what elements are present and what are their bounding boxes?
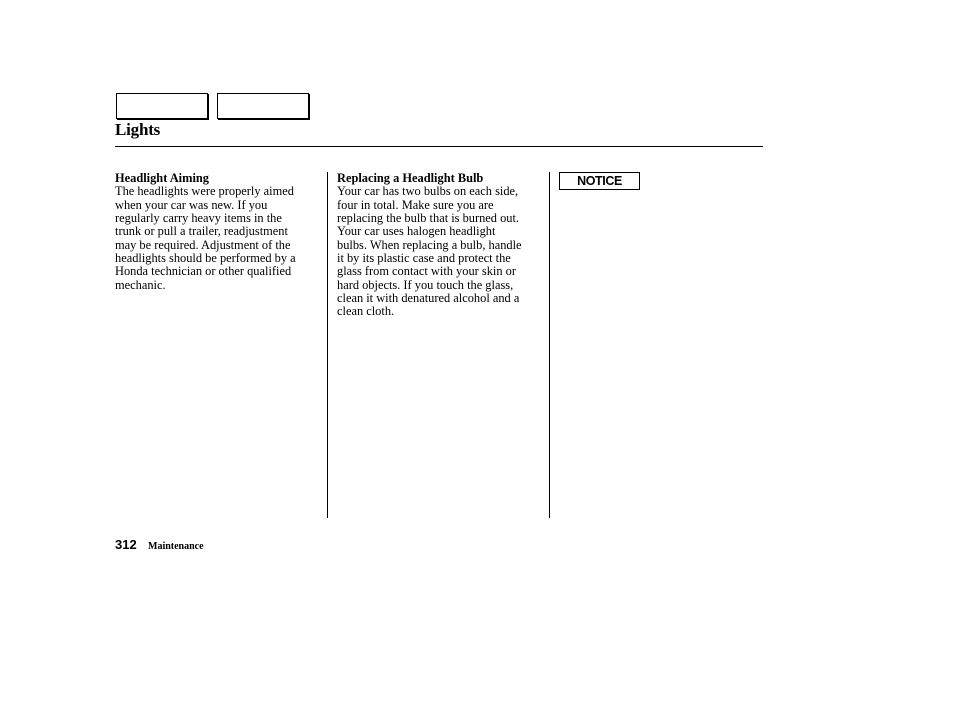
section-body: The headlights were properly aimed when your car was new. If you regularly carry heavy items in the trunk or pull a trailer, readjustment may be required. Adjustment of the headlights should be performed by a Honda technician or other qualified mechanic. — [115, 184, 296, 292]
page-number: 312 — [115, 537, 137, 552]
column-headlight-aiming — [115, 172, 320, 292]
nav-button-next[interactable] — [217, 93, 309, 119]
section-body: Your car has two bulbs on each side, four in total. Make sure you are replacing the bulb that is burned out. Your car uses halogen headlight bulbs. When replacing a bulb, handle it by its plastic case and protect the glass from contact with your skin or hard objects. If you touch the glass, clean it with denatured alcohol and a clean cloth. — [337, 184, 522, 319]
page-title: Lights — [115, 120, 161, 139]
nav-button-previous[interactable] — [116, 93, 208, 119]
footer-section-name: Maintenance — [148, 541, 204, 552]
notice-label: NOTICE — [559, 172, 640, 190]
section-heading: Headlight Aiming — [115, 171, 209, 185]
section-heading: Replacing a Headlight Bulb — [337, 171, 484, 185]
column-divider — [327, 172, 328, 518]
column-replacing-bulb — [337, 172, 542, 319]
title-divider — [115, 146, 763, 147]
column-divider — [549, 172, 550, 518]
